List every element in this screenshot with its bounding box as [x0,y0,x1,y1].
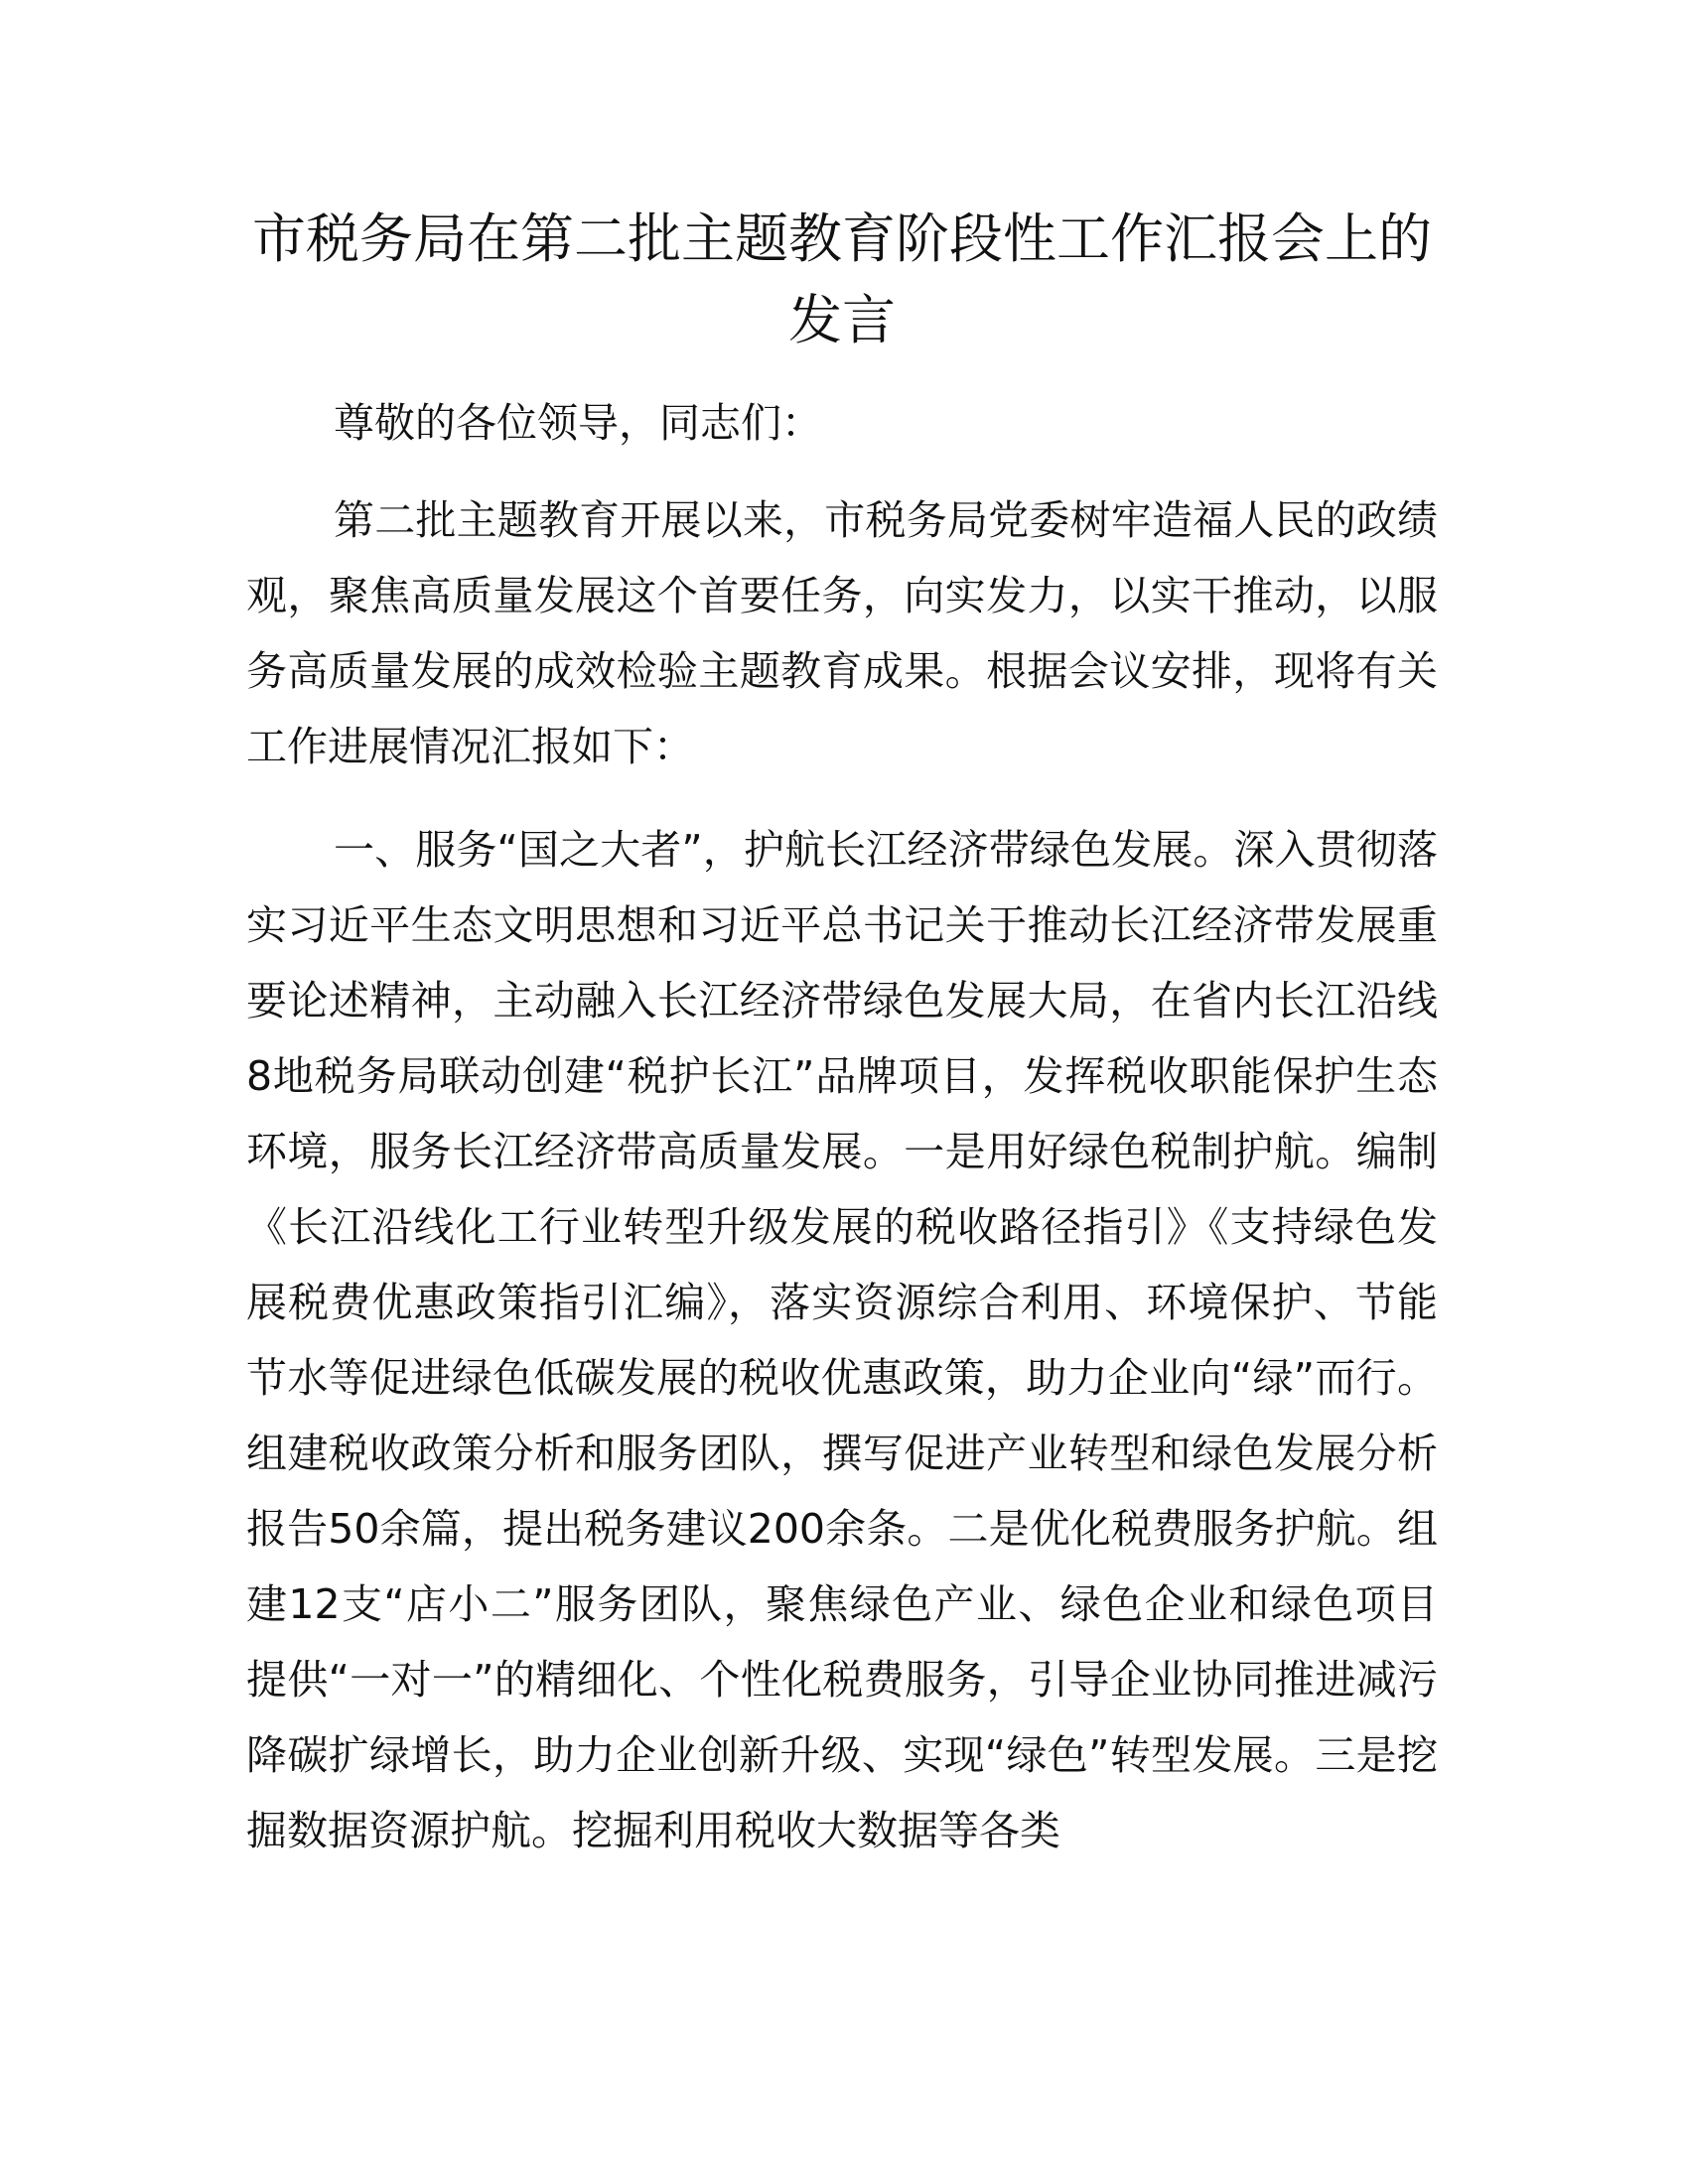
paragraph-section-one: 一、服务“国之大者”，护航长江经济带绿色发展。深入贯彻落实习近平生态文明思想和习近平总书记关于推动长江经济带发展重要论述精神，主动融入长江经济带绿色发展大局，在省内长江沿线8地税务局联动创建“税护长江”品牌项目，发挥税收职能保护生态环境，服务长江经济带高质量发展。一是用好绿色税制护航。编制《长江沿线化工行业转型升级发展的税收路径指引》《支持绿色发展税费优惠政策指引汇编》，落实资源综合利用、环境保护、节能节水等促进绿色低碳发展的税收优惠政策，助力企业向“绿”而行。组建税收政策分析和服务团队，撰写促进产业转型和绿色发展分析报告50余篇，提出税务建议200余条。二是优化税费服务护航。组建12支“店小二”服务团队，聚焦绿色产业、绿色企业和绿色项目提供“一对一”的精细化、个性化税费服务，引导企业协同推进减污降碳扩绿增长，助力企业创新升级、实现“绿色”转型发展。三是挖掘数据资源护航。挖掘利用税收大数据等各类 [246,826,1438,1854]
paragraph-intro: 第二批主题教育开展以来，市税务局党委树牢造福人民的政绩观，聚焦高质量发展这个首要任务，向实发力，以实干推动，以服务高质量发展的成效检验主题教育成果。根据会议安排，现将有关工作进展情况汇报如下： [246,496,1438,770]
document-title: 市税务局在第二批主题教育阶段性工作汇报会上的发言 [252,207,1432,351]
greeting: 尊敬的各位领导，同志们： [334,399,822,447]
document-page [246,199,1438,1896]
